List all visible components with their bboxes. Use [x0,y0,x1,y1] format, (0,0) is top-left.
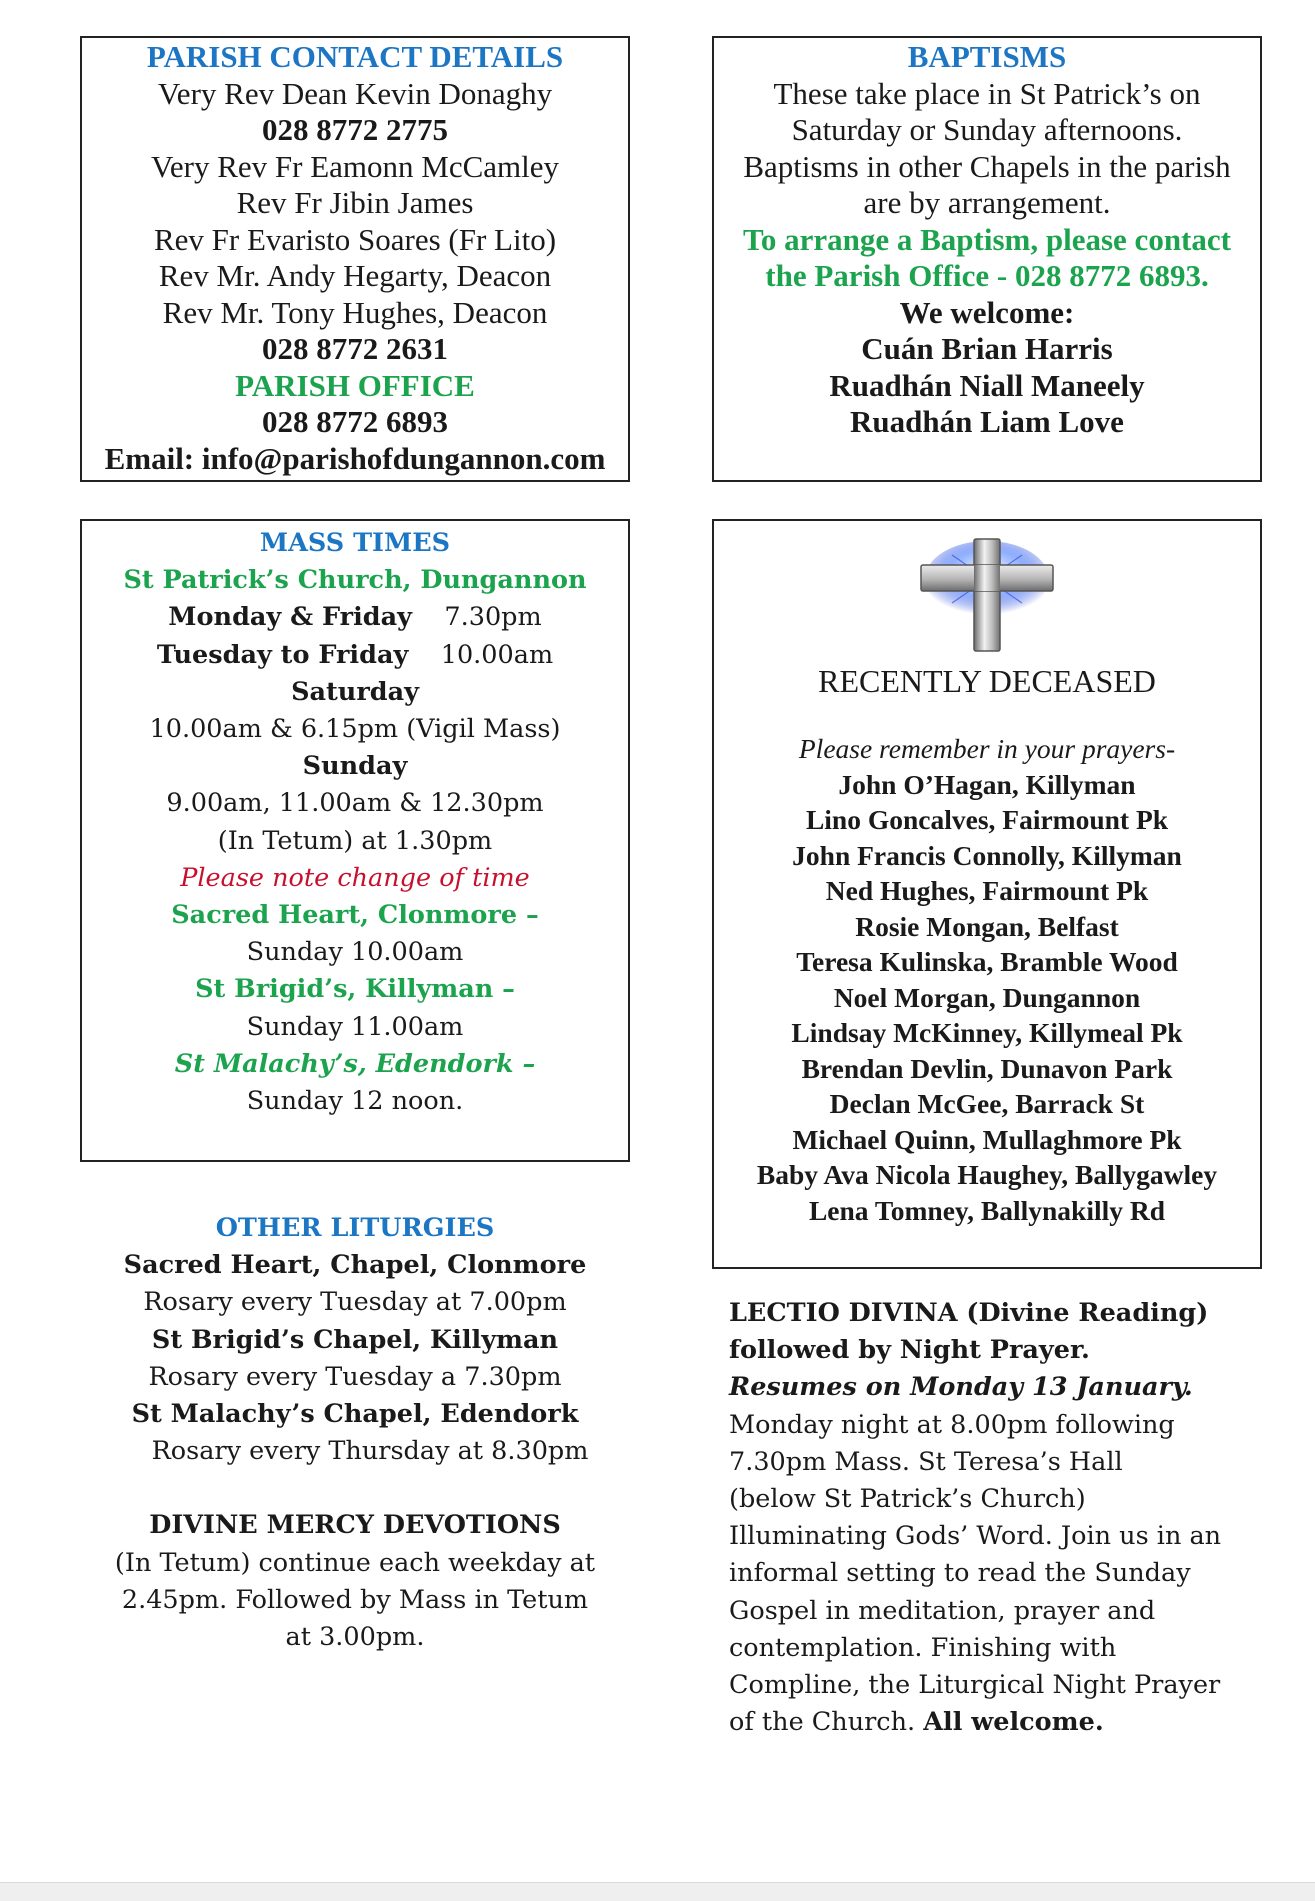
mass-time: 7.30pm [444,602,542,633]
lectio-body-line: contemplation. Finishing with [729,1632,1117,1663]
day-label: Saturday [291,676,419,707]
chapel-name: Sacred Heart, Clonmore – [171,900,539,931]
window-bottom-bar [0,1882,1315,1901]
phone-number: 028 8772 2631 [262,331,448,366]
clergy-line: Very Rev Dean Kevin Donaghy [157,75,553,111]
contact-title: PARISH CONTACT DETAILS [146,39,564,74]
baptism-welcome: We welcome: [899,294,1075,330]
lectio-subtitle: followed by Night Prayer. [729,1335,1090,1366]
lectio-body-line: Gospel in meditation, prayer and [729,1595,1156,1626]
deceased-name: Lena Tomney, Ballynakilly Rd [808,1194,1166,1226]
rosary-time: Rosary every Tuesday at 7.00pm [143,1287,567,1318]
divine-mercy-line: at 3.00pm. [285,1622,425,1653]
recently-deceased-box [712,519,1262,1269]
baptisms-info-line: are by arrangement. [863,185,1111,220]
deceased-name: Rosie Mongan, Belfast [855,910,1119,942]
all-welcome: All welcome. [923,1707,1104,1738]
day-label: Sunday [302,751,408,782]
deceased-name: Michael Quinn, Mullaghmore Pk [792,1123,1182,1155]
mass-schedule-row [82,599,628,636]
prayer-intro: Please remember in your prayers- [798,733,1176,764]
parish-office-title: PARISH OFFICE [235,367,475,403]
phone-number: 028 8772 2775 [262,112,448,147]
deceased-name: Baby Ava Nicola Haughey, Ballygawley [756,1159,1218,1190]
parish-contact-box [80,36,630,482]
clergy-line: Rev Fr Evaristo Soares (Fr Lito) [153,221,557,257]
deceased-name: John Francis Connolly, Killyman [792,839,1182,871]
lectio-body-line: Illuminating Gods’ Word. Join us in an [729,1521,1222,1552]
divine-mercy-line: (In Tetum) continue each weekday at [114,1547,596,1578]
deceased-name: Lino Goncalves, Fairmount Pk [805,804,1169,835]
other-liturgies-section [80,1210,630,1656]
lectio-divina-section [729,1295,1269,1741]
other-liturgies-title: OTHER LITURGIES [215,1213,495,1243]
mass-times-title: MASS TIMES [259,528,451,558]
day-label: Tuesday to Friday [156,639,409,670]
mass-time: Sunday 11.00am [246,1011,464,1042]
clergy-line: Very Rev Fr Eamonn McCamley [150,148,560,184]
deceased-name: Declan McGee, Barrack St [829,1088,1145,1119]
mass-schedule-row [82,637,628,674]
baptisms-info-line: These take place in St Patrick’s on [773,75,1201,111]
change-note: Please note change of time [180,862,530,893]
deceased-title: RECENTLY DECEASED [818,663,1156,699]
baptism-arrange-line: To arrange a Baptism, please contact [743,221,1231,257]
baptism-arrange-line: the Parish Office - 028 8772 6893. [765,258,1209,293]
baptism-name: Ruadhán Liam Love [850,404,1124,439]
deceased-name: Noel Morgan, Dungannon [833,981,1141,1013]
deceased-name: John O’Hagan, Killyman [838,768,1136,800]
lectio-title: LECTIO DIVINA (Divine Reading) [729,1298,1209,1328]
chapel-name: St Brigid’s, Killyman – [195,974,515,1005]
mass-time: Sunday 12 noon. [246,1086,464,1117]
chapel-name: St Brigid’s Chapel, Killyman [151,1324,559,1355]
lectio-body-line: 7.30pm Mass. St Teresa’s Hall [729,1446,1123,1477]
chapel-name: St Malachy’s Chapel, Edendork [131,1399,579,1430]
lectio-body-line: Monday night at 8.00pm following [729,1409,1175,1440]
mass-time: 10.00am [440,639,554,670]
chapel-name: Sacred Heart, Chapel, Clonmore [123,1250,587,1281]
baptism-name: Ruadhán Niall Maneely [829,367,1145,403]
baptisms-info-line: Baptisms in other Chapels in the parish [743,148,1231,184]
divine-mercy-title: DIVINE MERCY DEVOTIONS [149,1510,561,1541]
lectio-body-line: (below St Patrick’s Church) [729,1484,1086,1515]
clergy-line: Rev Fr Jibin James [236,185,474,220]
cross-icon [714,521,1260,661]
deceased-name: Ned Hughes, Fairmount Pk [825,875,1149,906]
church-name: St Patrick’s Church, Dungannon [123,565,587,596]
day-label: Monday & Friday [168,602,412,633]
deceased-name: Brendan Devlin, Dunavon Park [801,1052,1173,1084]
divine-mercy-line: 2.45pm. Followed by Mass in Tetum [121,1584,589,1615]
parish-office-phone: 028 8772 6893 [262,404,448,439]
chapel-name: St Malachy’s, Edendork – [174,1048,536,1079]
baptisms-title: BAPTISMS [907,39,1067,74]
deceased-name: Lindsay McKinney, Killymeal Pk [791,1017,1183,1048]
rosary-time: Rosary every Thursday at 8.30pm [151,1436,589,1467]
baptism-name: Cuán Brian Harris [861,331,1113,366]
mass-time: 9.00am, 11.00am & 12.30pm [166,788,544,819]
lectio-body-line: informal setting to read the Sunday [729,1558,1191,1589]
lectio-body-line: Compline, the Liturgical Night Prayer [729,1670,1221,1701]
lectio-resumes: Resumes on Monday 13 January. [729,1372,1193,1403]
parish-email: Email: info@parishofdungannon.com [104,440,606,476]
rosary-time: Rosary every Tuesday a 7.30pm [148,1361,562,1392]
deceased-name: Teresa Kulinska, Bramble Wood [796,946,1178,977]
baptisms-info-line: Saturday or Sunday afternoons. [791,112,1183,147]
spacer [80,1470,630,1507]
baptisms-box [712,36,1262,482]
mass-time: 10.00am & 6.15pm (Vigil Mass) [149,714,561,745]
mass-time: (In Tetum) at 1.30pm [217,825,493,856]
clergy-line: Rev Mr. Andy Hegarty, Deacon [158,258,552,293]
mass-times-box [80,519,630,1162]
mass-time: Sunday 10.00am [246,937,464,968]
clergy-line: Rev Mr. Tony Hughes, Deacon [162,294,548,330]
deceased-list [714,731,1260,1228]
lectio-body-line: of the Church. [729,1707,924,1738]
lectio-last-line [729,1704,1269,1741]
